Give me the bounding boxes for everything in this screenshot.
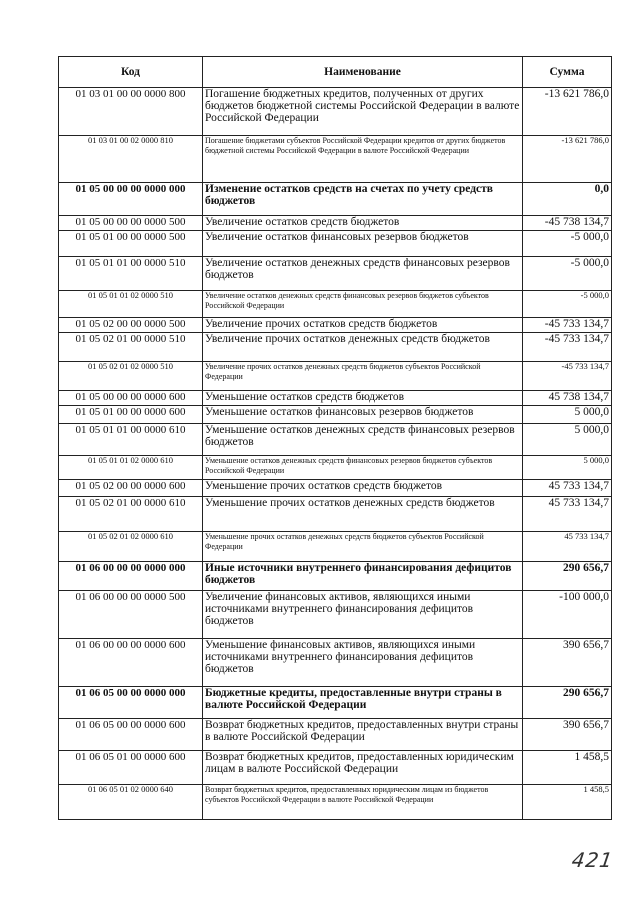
row-code: 01 05 01 00 00 0000 600: [59, 406, 203, 424]
row-code: 01 05 01 01 02 0000 510: [59, 291, 203, 318]
row-sum: -45 733 134,7: [523, 362, 612, 391]
row-code: 01 06 05 00 00 0000 000: [59, 687, 203, 719]
table-row: [59, 424, 612, 456]
row-sum: 1 458,5: [523, 751, 612, 785]
header-sum: Сумма: [523, 57, 612, 88]
row-name: Уменьшение финансовых активов, являющихся иными источниками внутреннего финансирования дефицитов бюджетов: [203, 639, 523, 687]
table-row: [59, 88, 612, 136]
row-name: Возврат бюджетных кредитов, предоставленных юридическим лицам в валюте Российской Федерации: [203, 751, 523, 785]
table-row: [59, 362, 612, 391]
table-row: [59, 785, 612, 820]
row-name: Увеличение прочих остатков денежных средств бюджетов субъектов Российской Федерации: [203, 362, 523, 391]
row-sum: 290 656,7: [523, 562, 612, 591]
row-name: Увеличение прочих остатков денежных средств бюджетов: [203, 333, 523, 362]
table-row: [59, 318, 612, 333]
table-row: [59, 719, 612, 751]
row-sum: 1 458,5: [523, 785, 612, 820]
row-code: 01 05 01 01 00 0000 610: [59, 424, 203, 456]
row-code: 01 05 00 00 00 0000 500: [59, 216, 203, 231]
row-sum: -100 000,0: [523, 591, 612, 639]
row-name: Увеличение остатков денежных средств финансовых резервов бюджетов: [203, 257, 523, 291]
row-name: Уменьшение прочих остатков денежных средств бюджетов субъектов Российской Федерации: [203, 532, 523, 562]
row-name: Погашение бюджетных кредитов, полученных от других бюджетов бюджетной системы Российской Федерации в валюте Российской Федерации: [203, 88, 523, 136]
row-sum: -13 621 786,0: [523, 88, 612, 136]
row-name: Возврат бюджетных кредитов, предоставленных юридическим лицам из бюджетов субъектов Российской Федерации в валюте Российской Федерации: [203, 785, 523, 820]
row-sum: -5 000,0: [523, 231, 612, 257]
row-name: Уменьшение прочих остатков средств бюджетов: [203, 480, 523, 497]
row-sum: 5 000,0: [523, 456, 612, 480]
table-row: [59, 562, 612, 591]
row-name: Возврат бюджетных кредитов, предоставленных внутри страны в валюте Российской Федерации: [203, 719, 523, 751]
row-sum: 5 000,0: [523, 406, 612, 424]
table-body: [59, 88, 612, 820]
row-code: 01 05 00 00 00 0000 600: [59, 391, 203, 406]
row-name: Увеличение прочих остатков средств бюджетов: [203, 318, 523, 333]
row-name: Уменьшение остатков денежных средств финансовых резервов бюджетов: [203, 424, 523, 456]
table-row: [59, 687, 612, 719]
row-name: Уменьшение прочих остатков денежных средств бюджетов: [203, 497, 523, 532]
row-sum: 5 000,0: [523, 424, 612, 456]
table-row: [59, 532, 612, 562]
row-sum: -13 621 786,0: [523, 136, 612, 183]
table-row: [59, 231, 612, 257]
table-row: [59, 591, 612, 639]
row-sum: 290 656,7: [523, 687, 612, 719]
row-name: Бюджетные кредиты, предоставленные внутри страны в валюте Российской Федерации: [203, 687, 523, 719]
row-code: 01 05 02 01 02 0000 510: [59, 362, 203, 391]
table-header-row: [59, 57, 612, 88]
row-sum: 45 733 134,7: [523, 532, 612, 562]
table-row: [59, 257, 612, 291]
row-code: 01 05 02 01 02 0000 610: [59, 532, 203, 562]
header-name: Наименование: [203, 57, 523, 88]
row-code: 01 06 05 01 00 0000 600: [59, 751, 203, 785]
row-sum: -45 738 134,7: [523, 216, 612, 231]
row-name: Увеличение остатков денежных средств финансовых резервов бюджетов субъектов Российской Федерации: [203, 291, 523, 318]
row-code: 01 05 01 01 00 0000 510: [59, 257, 203, 291]
row-name: Иные источники внутреннего финансирования дефицитов бюджетов: [203, 562, 523, 591]
row-code: 01 05 02 00 00 0000 500: [59, 318, 203, 333]
row-sum: 45 733 134,7: [523, 480, 612, 497]
row-sum: -45 733 134,7: [523, 333, 612, 362]
table-row: [59, 480, 612, 497]
row-code: 01 05 01 00 00 0000 500: [59, 231, 203, 257]
table-row: [59, 497, 612, 532]
table-row: [59, 456, 612, 480]
table-row: [59, 216, 612, 231]
row-sum: 45 733 134,7: [523, 497, 612, 532]
budget-sources-table: [58, 56, 612, 820]
row-sum: 390 656,7: [523, 719, 612, 751]
header-code: Код: [59, 57, 203, 88]
row-code: 01 03 01 00 02 0000 810: [59, 136, 203, 183]
row-sum: -5 000,0: [523, 257, 612, 291]
row-name: Изменение остатков средств на счетах по учету средств бюджетов: [203, 183, 523, 216]
table-row: [59, 751, 612, 785]
row-code: 01 05 01 01 02 0000 610: [59, 456, 203, 480]
row-code: 01 06 00 00 00 0000 600: [59, 639, 203, 687]
row-code: 01 05 02 01 00 0000 610: [59, 497, 203, 532]
row-name: Увеличение остатков финансовых резервов бюджетов: [203, 231, 523, 257]
row-name: Уменьшение остатков средств бюджетов: [203, 391, 523, 406]
row-code: 01 06 00 00 00 0000 500: [59, 591, 203, 639]
row-sum: -5 000,0: [523, 291, 612, 318]
row-name: Погашение бюджетами субъектов Российской Федерации кредитов от других бюджетов бюджетной системы Российской Федерации в валюте Российской Федерации: [203, 136, 523, 183]
row-code: 01 05 02 01 00 0000 510: [59, 333, 203, 362]
row-code: 01 06 05 00 00 0000 600: [59, 719, 203, 751]
row-name: Увеличение финансовых активов, являющихся иными источниками внутреннего финансирования дефицитов бюджетов: [203, 591, 523, 639]
table-row: [59, 291, 612, 318]
table-row: [59, 183, 612, 216]
row-sum: 45 738 134,7: [523, 391, 612, 406]
row-sum: 0,0: [523, 183, 612, 216]
table-row: [59, 639, 612, 687]
row-code: 01 05 02 00 00 0000 600: [59, 480, 203, 497]
row-name: Уменьшение остатков финансовых резервов бюджетов: [203, 406, 523, 424]
row-code: 01 06 00 00 00 0000 000: [59, 562, 203, 591]
row-sum: 390 656,7: [523, 639, 612, 687]
row-name: Увеличение остатков средств бюджетов: [203, 216, 523, 231]
page-number: 421: [570, 848, 615, 872]
table-row: [59, 136, 612, 183]
table-row: [59, 333, 612, 362]
row-code: 01 06 05 01 02 0000 640: [59, 785, 203, 820]
table-row: [59, 406, 612, 424]
row-code: 01 03 01 00 00 0000 800: [59, 88, 203, 136]
row-sum: -45 733 134,7: [523, 318, 612, 333]
row-name: Уменьшение остатков денежных средств финансовых резервов бюджетов субъектов Российской Федерации: [203, 456, 523, 480]
row-code: 01 05 00 00 00 0000 000: [59, 183, 203, 216]
table-row: [59, 391, 612, 406]
